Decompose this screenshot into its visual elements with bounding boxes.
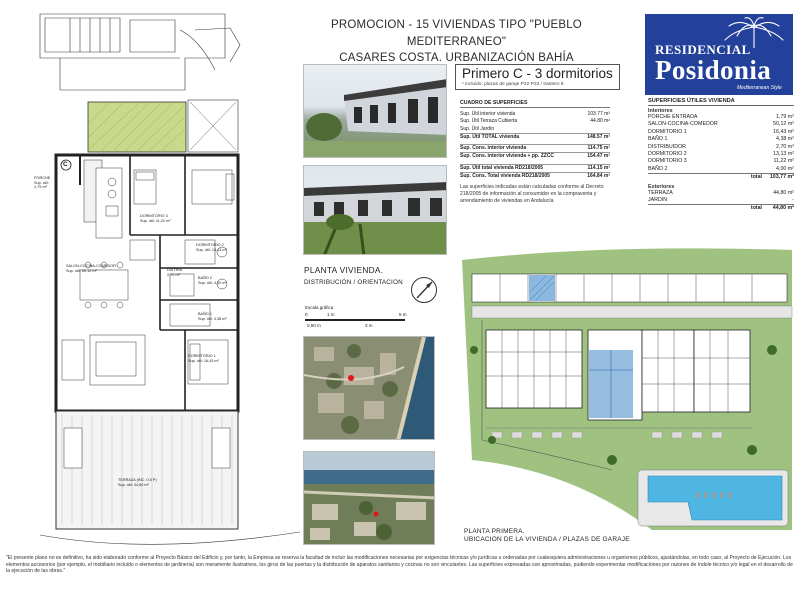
plan-title: PLANTA VIVIENDA. xyxy=(304,265,384,275)
table-row xyxy=(648,158,794,165)
scale-tick: 0,50 m xyxy=(307,323,321,328)
room-label-terraza xyxy=(118,478,178,487)
room-name: TERRAZA (INC. 0,5 P) xyxy=(118,478,157,482)
room-area: 2,70 m² xyxy=(167,272,180,277)
table-row xyxy=(648,151,794,158)
room-label-dorm1 xyxy=(188,354,232,363)
table-row xyxy=(648,136,794,143)
table-row xyxy=(460,152,610,160)
row-value: 2,70 m² xyxy=(776,143,794,150)
surfaces-group-cons xyxy=(460,144,610,161)
unit-title-box xyxy=(455,64,620,90)
room-name: SALON-COCINA-COMEDOR xyxy=(66,264,116,268)
promotion-header xyxy=(304,17,609,65)
room-area: Sup. útil: 4,00 m² xyxy=(198,280,227,285)
interiores-total-row xyxy=(648,173,794,181)
room-label-distrib xyxy=(167,268,189,277)
table-row xyxy=(460,172,610,180)
row-label: Sup. Útil total vivienda RD218/2005 xyxy=(460,164,544,171)
room-name: DORMITORIO 1 xyxy=(188,354,216,358)
exteriores-label: Exteriores xyxy=(648,183,675,190)
row-value: 4,38 m² xyxy=(776,136,794,143)
row-label: Sup. Útil TOTAL vivienda xyxy=(460,133,520,140)
header-line1: PROMOCION - 15 VIVIENDAS TIPO "PUEBLO MEDITERRANEO" xyxy=(331,19,582,48)
row-label: JARDIN xyxy=(648,197,668,204)
scale-bar xyxy=(305,305,415,326)
interiores-label: Interiores xyxy=(648,108,673,114)
row-label: DORMITORIO 2 xyxy=(648,151,687,158)
row-label: SALON-COCINA-COMEDOR xyxy=(648,121,718,128)
table-row xyxy=(460,118,610,125)
room-name: DORMITORIO 3 xyxy=(140,214,168,218)
logo-line2: Posidonia xyxy=(655,55,772,85)
surfaces-heading: CUADRO DE SUPERFICIES xyxy=(460,100,610,108)
exteriores-total-row xyxy=(648,204,794,212)
unit-title: Primero C - 3 dormitorios xyxy=(462,66,613,81)
location-marker xyxy=(374,512,379,517)
aerial-map-image xyxy=(304,337,435,440)
site-caption xyxy=(464,528,630,543)
table-row xyxy=(648,197,794,204)
row-value: 114.15 m² xyxy=(587,164,610,171)
scale-tick: 0 xyxy=(305,312,308,317)
row-label: Sup. Cons. interior vivienda + pp. ZZCC xyxy=(460,153,555,160)
table-row xyxy=(460,126,610,133)
render-photo-2 xyxy=(303,165,447,255)
table-row xyxy=(648,121,794,128)
room-name: DORMITORIO 2 xyxy=(196,243,224,247)
row-value: 164.84 m² xyxy=(587,173,610,180)
scale-tick: 5 m xyxy=(399,312,407,317)
room-area: Sup. útil: 11,22 m² xyxy=(140,218,171,223)
aerial-coast-photo xyxy=(303,451,435,545)
aerial-coast-image xyxy=(304,452,435,545)
table-row xyxy=(648,190,794,197)
aerial-map-photo xyxy=(303,336,435,440)
room-area: Sup. útil: 50,12 m² xyxy=(66,268,97,273)
room-area: Sup. útil: 1,79 m² xyxy=(34,180,49,190)
site-plan xyxy=(452,240,797,538)
row-label: BAÑO 2 xyxy=(648,165,668,172)
room-label-bano2 xyxy=(198,276,234,285)
row-label: BAÑO 1 xyxy=(648,136,668,143)
site-title: PLANTA PRIMERA. xyxy=(464,528,525,535)
row-value: 103.77 m² xyxy=(587,111,610,117)
surfaces-group-util xyxy=(460,111,610,141)
scale-tick: 1 m xyxy=(327,312,335,317)
unit-letter: C xyxy=(63,161,68,168)
room-name: BAÑO 2 xyxy=(198,276,212,280)
total-value: 44,80 m² xyxy=(772,205,794,212)
room-label-dorm3 xyxy=(140,214,184,223)
total-value: 103,77 m² xyxy=(769,174,794,181)
surfaces-note: Las superficies indicadas están calculadas conforme al Decreto 218/2005 de información al consumidor en la compraventa y arrendamiento de viviendas en Andalucía xyxy=(460,184,604,204)
scale-tick: 3 m xyxy=(365,323,373,328)
row-value: 114.75 m² xyxy=(587,145,610,152)
row-label: TERRAZA xyxy=(648,189,673,196)
plan-subtitle: DISTRIBUCIÓN / ORIENTACION xyxy=(304,279,403,286)
row-value: 50,12 m² xyxy=(773,121,794,128)
total-label: total xyxy=(750,174,762,181)
table-row xyxy=(460,144,610,152)
brand-logo xyxy=(645,14,793,95)
floor-plan xyxy=(0,0,300,552)
room-area: Sup. útil: 4,38 m² xyxy=(198,316,227,321)
render-photo-1 xyxy=(303,64,447,158)
row-label: Sup. Útil Jardín xyxy=(460,125,495,132)
room-name: DISTRIB. xyxy=(167,268,184,272)
site-subtitle: UBICACION DE LA VIVIENDA / PLAZAS DE GARAJE xyxy=(464,536,630,543)
table-row xyxy=(648,129,794,136)
render-image-1 xyxy=(304,65,447,158)
useful-surfaces-table xyxy=(648,98,794,213)
row-value: 11,22 m² xyxy=(773,158,794,165)
room-name: BAÑO 1 xyxy=(198,312,212,316)
table-row xyxy=(648,144,794,151)
row-label: Sup. Útil Terraza Cubierta xyxy=(460,118,518,125)
table-row xyxy=(460,164,610,172)
row-label: Sup. Cons. Total vivienda RD218/2005 xyxy=(460,173,550,180)
render-image-2 xyxy=(304,166,447,255)
room-area: Sup. útil: 44,80 m² xyxy=(118,482,149,487)
row-value: 13,13 m² xyxy=(773,151,794,158)
logo-line1: RESIDENCIAL xyxy=(655,42,751,57)
row-value: - xyxy=(792,197,794,204)
row-value: 44,80 m² xyxy=(773,189,794,196)
room-label-salon xyxy=(66,264,136,273)
row-value: 154.47 m² xyxy=(587,153,610,160)
row-label: Sup. Útil interior vivienda xyxy=(460,111,516,117)
location-marker xyxy=(348,375,354,381)
useful-surfaces-heading: SUPERFICIES ÚTILES VIVIENDA xyxy=(648,98,794,106)
floor-plan-drawing xyxy=(0,0,300,552)
row-label: PORCHE ENTRADA xyxy=(648,114,698,120)
row-value: 44.80 m² xyxy=(590,118,610,125)
room-label-bano1 xyxy=(198,312,234,321)
total-label: total xyxy=(750,205,762,212)
scale-label: Escala gráfica xyxy=(305,305,334,310)
surfaces-table xyxy=(460,100,610,204)
table-row xyxy=(648,114,794,121)
legal-disclaimer: "El presente plano no es definitivo, ha sido elaborado conforme al Proyecto Básico del Edificio y, por tanto, la Empresa se reserva la facultad de incluir las modificaciones necesarias por exigencias técnicas y/o jurídicas u ordenadas por cualesquiera administraciones u organismos públicos, ajustándolas, en todo caso, al Proyecto de Ejecución. Los elementos accesorios (por ejemplo, el mobiliario incluido o elementos de jardinería) son meramente ilustrativos, los giros de las puertas y la distribución de aparatos sanitarios y cocinas no son vinculantes. Las superficies expresadas son aproximadas, pudiendo experimentar modificaciones por razones de índole técnico y/o legal en el desarrollo de la ejecución de las obras." xyxy=(6,555,793,575)
room-area: Sup. útil: 13,13 m² xyxy=(196,247,227,252)
table-row xyxy=(648,166,794,173)
table-row-total xyxy=(460,133,610,141)
row-label: DORMITORIO 3 xyxy=(648,158,687,165)
row-value: 1,79 m² xyxy=(776,114,794,120)
unit-subtitle: * incluido: plazas de garaje P22-P23 / trastero 8 xyxy=(462,82,564,87)
logo-tagline: Mediterranean Style xyxy=(737,85,782,91)
room-label-porche xyxy=(34,176,56,190)
row-label: Sup. Cons. interior vivienda xyxy=(460,145,527,152)
row-value: 16,43 m² xyxy=(773,128,794,135)
compass-icon xyxy=(411,277,437,303)
site-plan-drawing xyxy=(452,240,797,538)
surfaces-group-rd xyxy=(460,164,610,181)
room-label-dorm2 xyxy=(196,243,238,252)
header-line2: CASARES COSTA. URBANIZACIÓN BAHÍA xyxy=(339,52,574,65)
row-label: DISTRIBUIDOR xyxy=(648,143,686,150)
row-value: 148.57 m² xyxy=(587,133,610,140)
room-area: Sup. útil: 16,43 m² xyxy=(188,358,219,363)
row-label: DORMITORIO 1 xyxy=(648,128,687,135)
row-value: 4,00 m² xyxy=(776,165,794,172)
room-name: PORCHE xyxy=(34,176,51,180)
